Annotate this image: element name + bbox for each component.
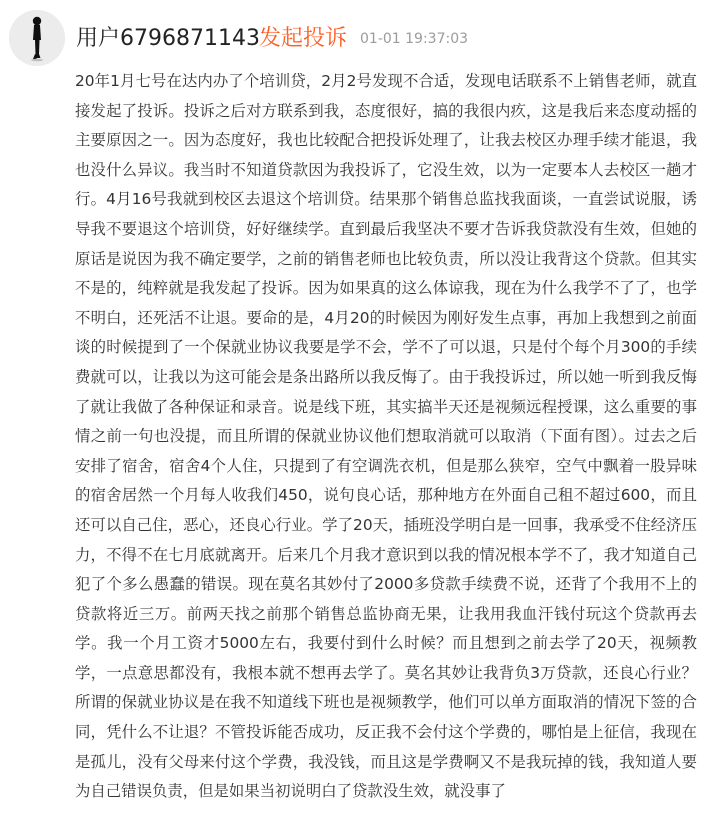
username[interactable]: 用户6796871143 xyxy=(76,26,260,51)
complaint-body-text: 20年1月七号在达内办了个培训贷，2月2号发现不合适，发现电话联系不上销售老师，就直接发起了投诉。投诉之后对方联系到我，态度很好，搞的我很内疚，这是我后来态度动摇的主要原因之一。因为态度好，我也比较配合把投诉处理了，让我去校区办理手续才能退，我也没什么异议。我当时不知道贷款因为我投诉了，它没生效，以为一定要本人去校区一趟才行。4月16号我就到校区去退这个培训贷。结果那个销售总监找我面谈，一直尝试说服，诱导我不要退这个培训贷，好好继续学。直到最后我坚决不要才告诉我贷款没有生效，但她的原话是说因为我不确定要学，之前的销售老师也比较负责，所以没让我背这个贷款。但其实不是的，纯粹就是我发起了投诉。因为如果真的这么体谅我，现在为什么我学不了了，也学不明白，还死活不让退。要命的是，4月20的时候因为刚好发生点事，再加上我想到之前面谈的时候提到了一个保就业协议我要是学不会，学不了可以退，只是付个每个月300的手续费就可以，让我以为这可能会是条出路所以我反悔了。由于我投诉过，所以她一听到我反悔了就让我做了各种保证和录音。说是线下班，其实搞半天还是视频远程授课，这么重要的事情之前一句也没提，而且所谓的保就业协议他们想取消就可以取消（下面有图）。过去之后安排了宿舍，宿舍4个人住，只提到了有空调洗衣机，但是那么狭窄，空气中飘着一股异味的宿舍居然一个月每人收我们450，说句良心话，那种地方在外面自己租不超过600，而且还可以自己住，恶心，还良心行业。学了20天，插班没学明白是一回事，我承受不住经济压力，不得不在七月底就离开。后来几个月我才意识到以我的情况根本学不了，我才知道自己犯了个多么愚蠢的错误。现在莫名其妙付了2000多贷款手续费不说，还背了个我用不上的贷款将近三万。前两天找之前那个销售总监协商无果，让我用我血汗钱付玩这个贷款再去学。我一个月工资才5000左右，我要付到什么时候？而且想到之前去学了20天，视频教学，一点意思都没有，我根本就不想再去学了。莫名其妙让我背负3万贷款，还良心行业？所谓的保就业协议是在我不知道线下班也是视频教学，他们可以单方面取消的情况下签的合同，凭什么不让退？不管投诉能否成功，反正我不会付这个学费的，哪怕是上征信，我现在是孤儿，没有父母来付这个学费，我没钱，而且这是学费啊又不是我玩掉的钱，我知道人要为自己错误负责，但是如果当初说明白了贷款没生效，就没事了 xyxy=(75,72,697,801)
post-header xyxy=(0,0,724,70)
user-avatar[interactable] xyxy=(9,10,65,66)
file-complaint-link[interactable]: 发起投诉 xyxy=(259,26,348,51)
post-timestamp: 01-01 19:37:03 xyxy=(360,31,469,47)
person-silhouette-icon xyxy=(9,10,65,66)
